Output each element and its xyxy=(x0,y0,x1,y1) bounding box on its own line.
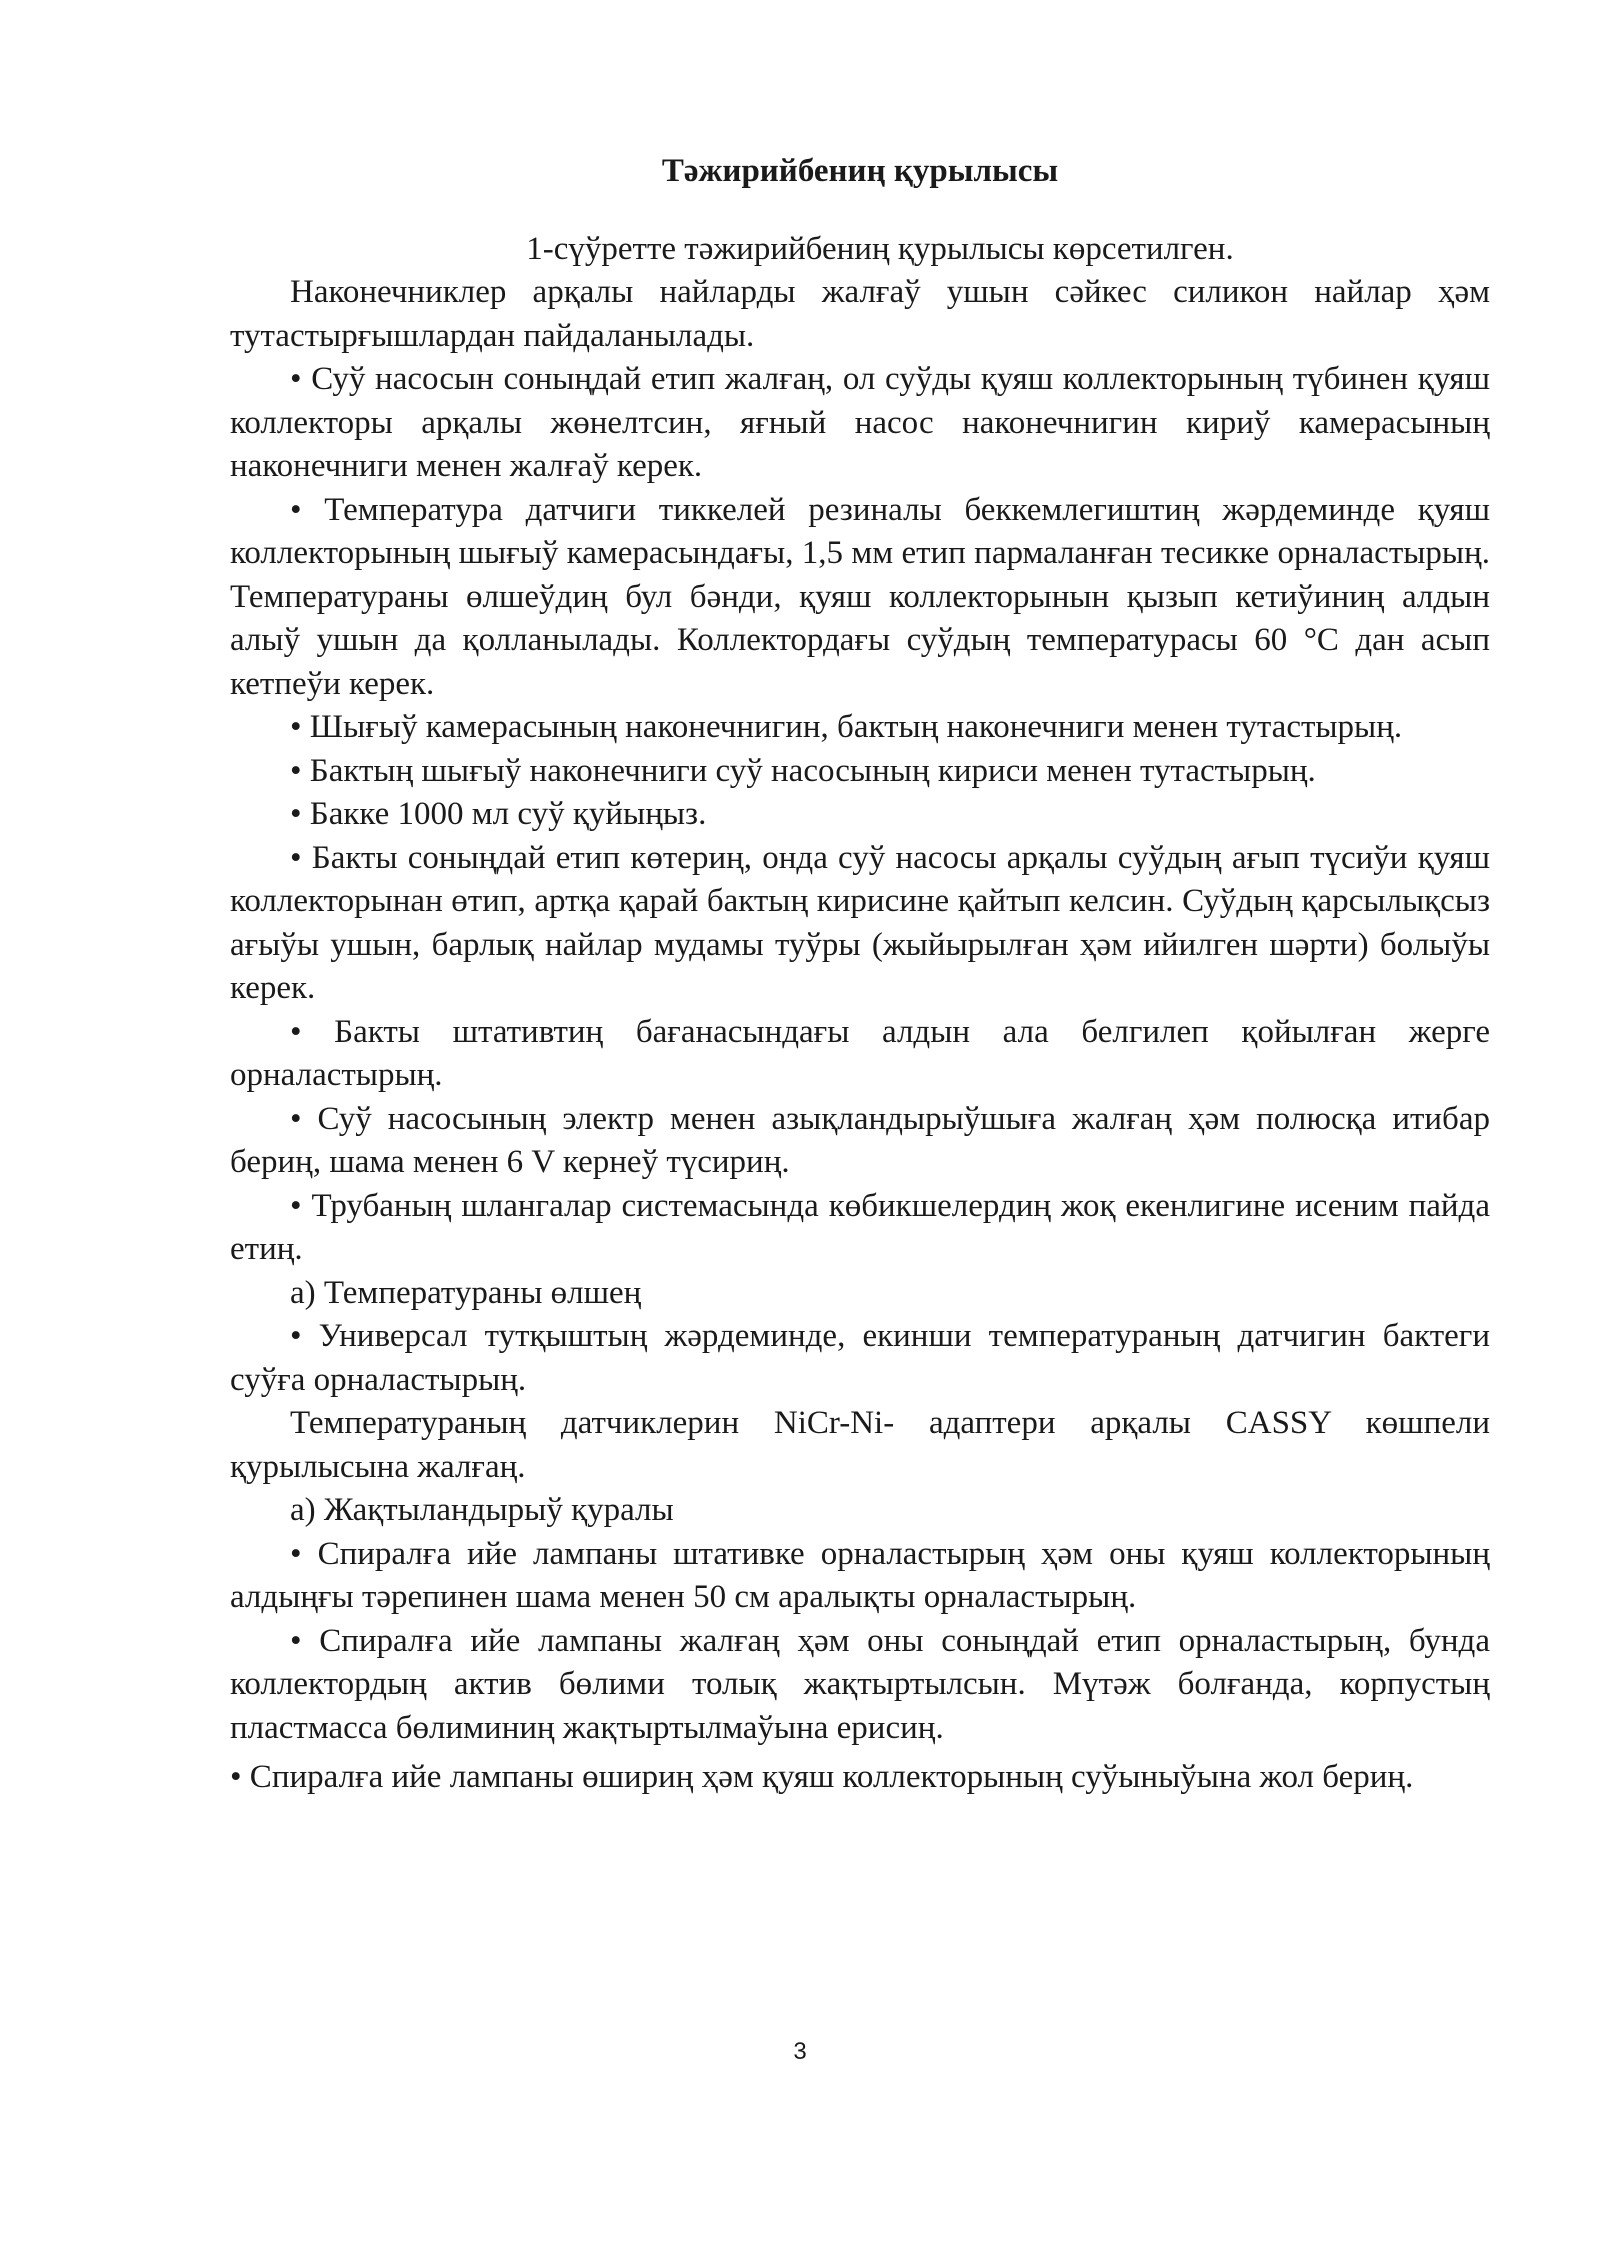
paragraph-tank-position: • Бакты штативтиң бағанасындағы алдын ала белгилеп қойылған жерге орналастырың. xyxy=(230,1013,1490,1093)
paragraph-lamp-placement: • Спиралға ийе лампаны штативке орналастырың ҳәм оны қуяш коллекторының алдыңғы тәрепинен шама менен 50 см аралықты орналастырың. xyxy=(230,1535,1490,1615)
paragraph-pump-connection: • Суў насосын соныңдай етип жалғаң, ол суўды қуяш коллекторының түбинен қуяш коллекторы арқалы жөнелтсин, яғный насос наконечнигин кириў камерасының наконечниги менен жалғаў керек. xyxy=(230,361,1490,484)
section-title: Тәжирийбениң қурылысы xyxy=(661,153,1059,189)
page-number: 3 xyxy=(793,2038,807,2065)
paragraph-outlet-chamber: • Шығыў камерасының наконечнигин, бактың наконечниги менен тутастырың. xyxy=(290,709,1403,745)
paragraph-temperature-sensor: • Температура датчиги тиккелей резиналы беккемлегиштиң жәрдеминде қуяш коллекторының шығыў камерасындағы, 1,5 мм етип пармаланған тесикке орналастырың. Температураны өлшеўдиң бул бәнди, қуяш коллекторынын қызып кетиўиниң алдын алыў ушын да қолланылады. Коллектордағы суўдың температурасы 60 °С дан асып кетпеўи керек. xyxy=(230,491,1490,702)
paragraph-figure-reference: 1-сүўретте тәжирийбениң қурылысы көрсетилген. xyxy=(526,230,1234,267)
subheading-lighting-device: а) Жақтыландырыў қуралы xyxy=(290,1492,674,1528)
subheading-temperature-measurement: а) Температураны өлшең xyxy=(290,1274,642,1311)
paragraph-lamp-illumination: • Спиралға ийе лампаны жалғаң ҳәм оны соныңдай етип орналастырың, бунда коллектордың актив бөлими толық жақтыртылсын. Мүтәж болғанда, корпустың пластмасса бөлиминиң жақтыртылмаўына ерисиң. xyxy=(230,1622,1490,1746)
paragraph-tube-connection: Наконечниклер арқалы найларды жалғаў ушын сәйкес силикон найлар ҳәм тутастырғышлардан пайдаланылады. xyxy=(230,274,1490,354)
paragraph-tank-outlet: • Бактың шығыў наконечниги суў насосының кириси менен тутастырың. xyxy=(290,752,1316,789)
paragraph-raise-tank: • Бакты соныңдай етип көтериң, онда суў насосы арқалы суўдың ағып түсиўи қуяш коллекторынан өтип, артқа қарай бактың кирисине қайтып келсин. Суўдың қарсылықсыз ағыўы ушын, барлық найлар мудамы туўры (жыйырылған ҳәм ийилген шәрти) болыўы керек. xyxy=(230,839,1490,1006)
page-content xyxy=(230,150,1490,1800)
paragraph-power-supply: • Суў насосының электр менен азықландырыўшыға жалғаң ҳәм полюсқа итибар бериң, шама менен 6 V кернеў түсириң. xyxy=(230,1100,1490,1180)
paragraph-cassy-connection: Температураның датчиклерин NiCr-Ni- адаптери арқалы CASSY көшпели қурылысына жалғаң. xyxy=(230,1405,1490,1485)
paragraph-bubbles-check: • Трубаның шлангалар системасында көбикшелердиң жоқ екенлигине исеним пайда етиң. xyxy=(230,1187,1490,1267)
paragraph-fill-tank: • Бакке 1000 мл суў қуйыңыз. xyxy=(290,796,707,832)
paragraph-lamp-off: • Спиралға ийе лампаны өшириң ҳәм қуяш коллекторының суўыныўына жол бериң. xyxy=(230,1759,1414,1795)
paragraph-second-sensor: • Универсал тутқыштың жәрдеминде, екинши температураның датчигин бактеги суўға орналастырың. xyxy=(230,1318,1490,1398)
